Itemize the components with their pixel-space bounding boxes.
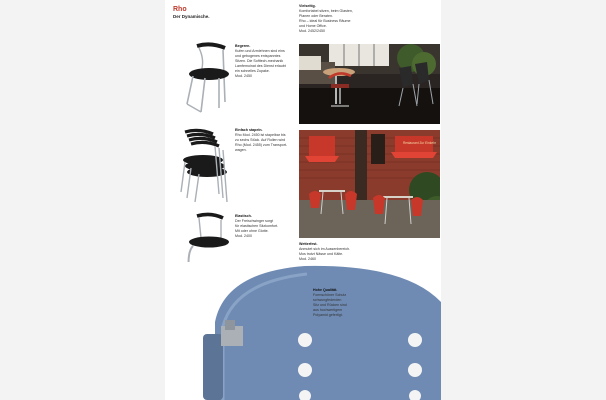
seat-closeup-image — [165, 262, 441, 400]
blurb-begeren — [235, 44, 297, 79]
blurb-begeren-title: Begeren. — [235, 44, 251, 48]
blurb-line: Mod. 2460 — [299, 257, 316, 261]
office-photo — [299, 44, 440, 124]
chair-image-stacked — [175, 126, 235, 204]
blurb-elastisch-title: Elastisch. — [235, 214, 252, 218]
blurb-line: schwungfederden — [313, 298, 342, 302]
blurb-hohe-qualitaet — [313, 288, 373, 318]
blurb-line: Mos trotzt Nässe und Kälte. — [299, 252, 344, 256]
blurb-line: Formschöner Schutz — [313, 293, 347, 297]
brand-tagline: Der Dynamische. — [173, 14, 210, 19]
blurb-line: Polyamid gefertigt. — [313, 313, 343, 317]
blurb-einfach-stapeln — [235, 128, 297, 153]
blurb-vielseitig — [299, 4, 419, 34]
blurb-wetterfest-title: Wetterfest. — [299, 242, 318, 246]
outdoor-scene-image — [299, 130, 440, 238]
blurb-line: für elastischen Sitzkomfort. — [235, 224, 279, 228]
blurb-vielseitig-title: Vielseitig. — [299, 4, 316, 8]
office-scene-image — [299, 44, 440, 124]
blurb-line: Rho Mod. 2450 ist stapelbar bis — [235, 133, 286, 137]
chair-image-armchair — [179, 42, 235, 118]
blurb-line: Komfortabel sitzen, beim Glasten, — [299, 9, 353, 13]
blurb-line: und gebogenes entspanntes — [235, 54, 281, 58]
right-margin — [441, 0, 606, 400]
blurb-line: Lamfemoinat des Dienst erlaubt — [235, 64, 286, 68]
blurb-line: Mod. 2452/2450 — [299, 29, 325, 33]
blurb-line: Rho (Mod. 2455) zum Transport- — [235, 143, 288, 147]
blurb-line: Planen oder Beraten. — [299, 14, 333, 18]
blurb-line: Kufen und Armlehnen sind eins — [235, 49, 285, 53]
blurb-line: Sitz und Rücken sind — [313, 303, 347, 307]
awning-sign: Restaurant Zur Einkehr — [403, 141, 436, 145]
blurb-line: Rho – ideal für Business Räume — [299, 19, 351, 23]
outdoor-cafe-photo — [299, 130, 440, 238]
blurb-wetterfest — [299, 242, 419, 262]
blurb-line: und Home Office. — [299, 24, 327, 28]
blurb-line: Sitzen. Die Softtech-mechanik — [235, 59, 284, 63]
blurb-line: zu sechs Stück. Auf Rollen wird — [235, 138, 286, 142]
blurb-line: Anmutet sich im Aussenbereich. — [299, 247, 351, 251]
left-margin — [0, 0, 165, 400]
blurb-line: Der Freischwinger sorgt — [235, 219, 274, 223]
blurb-elastisch — [235, 214, 297, 239]
blurb-einfach-title: Einfach stapeln. — [235, 128, 263, 132]
brand-name: Rho — [173, 6, 187, 13]
blurb-line: Mod. 2400 — [235, 234, 252, 238]
blurb-line: Mod. 2450 — [235, 74, 252, 78]
brochure-page — [165, 0, 441, 400]
blurb-line: wagen. — [235, 148, 247, 152]
blurb-qualitaet-title: Hohe Qualität. — [313, 288, 338, 292]
blurb-line: aus hochwertigem — [313, 308, 343, 312]
blurb-line: ein schnelles Zupake. — [235, 69, 270, 73]
blurb-line: Mit oder ohne Glotte. — [235, 229, 269, 233]
